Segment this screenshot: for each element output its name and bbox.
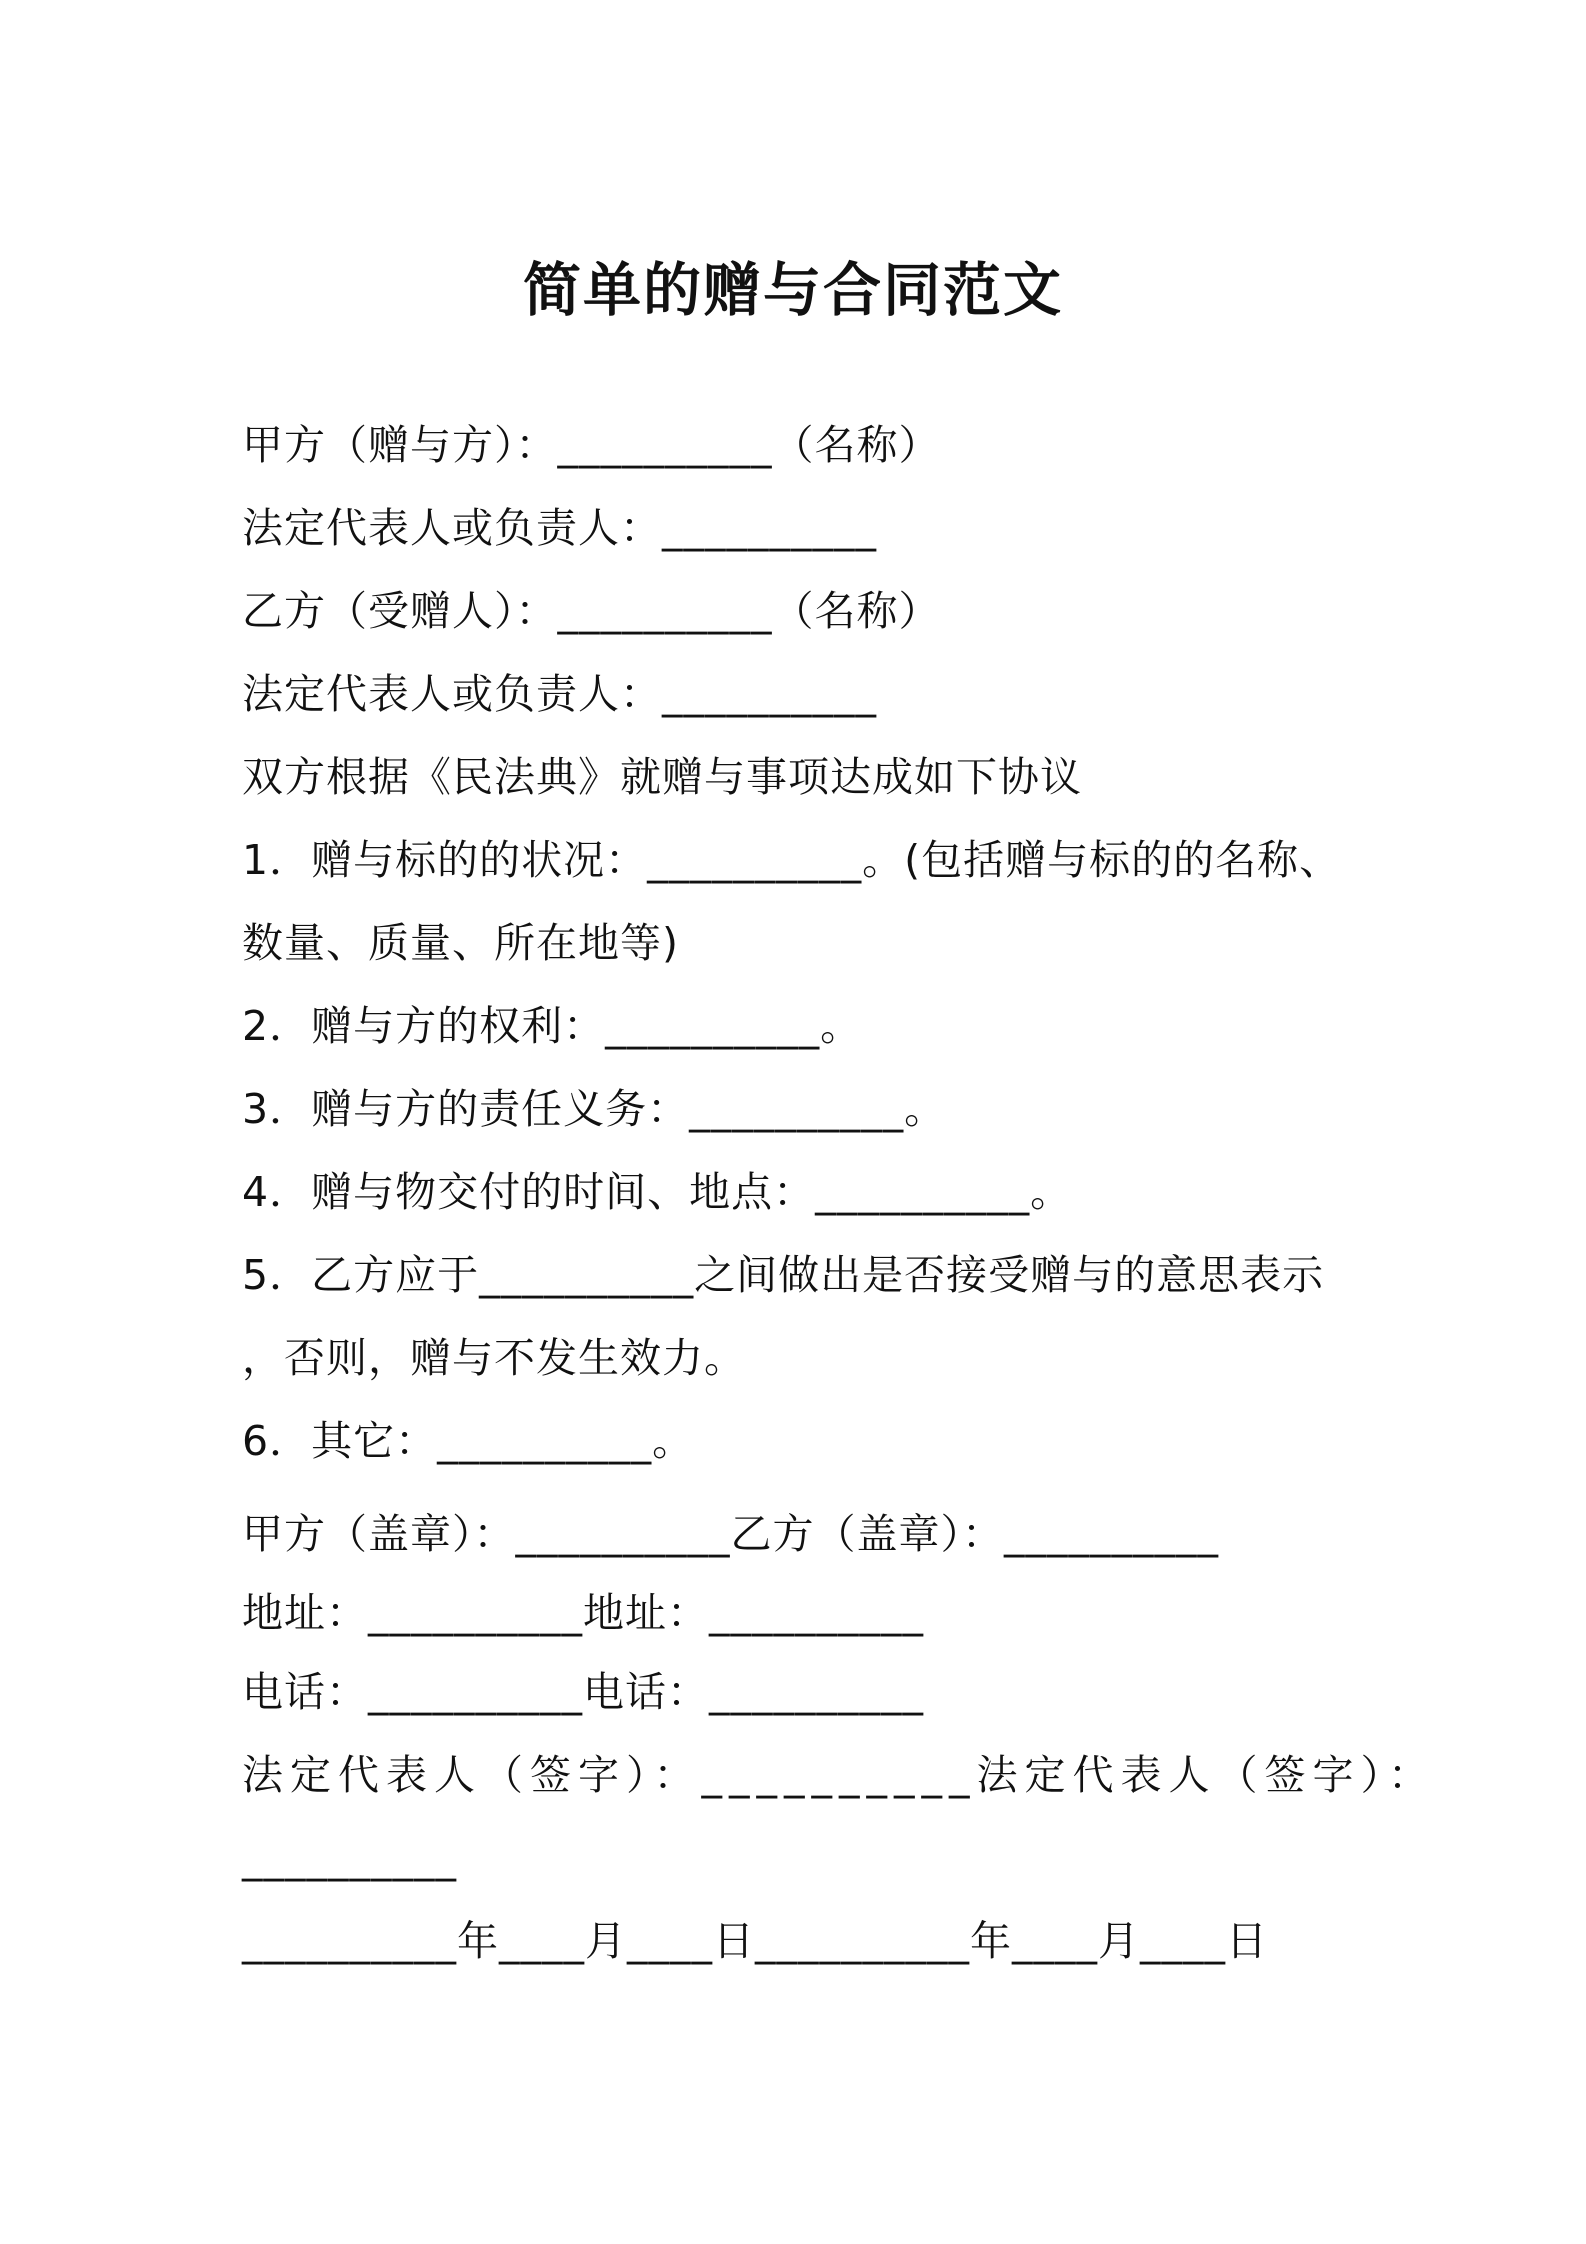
clause-1-line: 1．赠与标的的状况：__________。(包括赠与标的的名称、 [242,836,1342,884]
clause-6-line: 6．其它：__________。 [242,1417,695,1465]
representative-signature-line: 法定代表人（签字）：__________法定代表人（签字）： [242,1751,1436,1799]
address-line: 地址：__________地址：__________ [242,1589,924,1637]
agreement-intro-line: 双方根据《民法典》就赠与事项达成如下协议 [242,753,1082,801]
clause-2-line: 2．赠与方的权利：__________。 [242,1002,863,1050]
phone-line: 电话：__________电话：__________ [242,1668,924,1716]
clause-5-continuation-line: ，否则，赠与不发生效力。 [242,1334,746,1382]
date-line: __________年____月____日__________年____月____日 [242,1917,1268,1965]
party-b-name-line: 乙方（受赠人）：__________（名称） [242,587,941,635]
party-b-representative-line: 法定代表人或负责人：__________ [242,670,877,718]
party-a-name-line: 甲方（赠与方）：__________（名称） [242,421,941,469]
clause-5-line: 5．乙方应于__________之间做出是否接受赠与的意思表示 [242,1251,1325,1299]
document-title: 简单的赠与合同范文 [522,256,1063,324]
seal-line: 甲方（盖章）：__________乙方（盖章）：__________ [242,1510,1219,1558]
clause-4-line: 4．赠与物交付的时间、地点：__________。 [242,1168,1073,1216]
clause-1-continuation-line: 数量、质量、所在地等) [242,919,679,967]
party-a-representative-line: 法定代表人或负责人：__________ [242,504,877,552]
signature-blank-line: __________ [242,1834,457,1882]
clause-3-line: 3．赠与方的责任义务：__________。 [242,1085,947,1133]
